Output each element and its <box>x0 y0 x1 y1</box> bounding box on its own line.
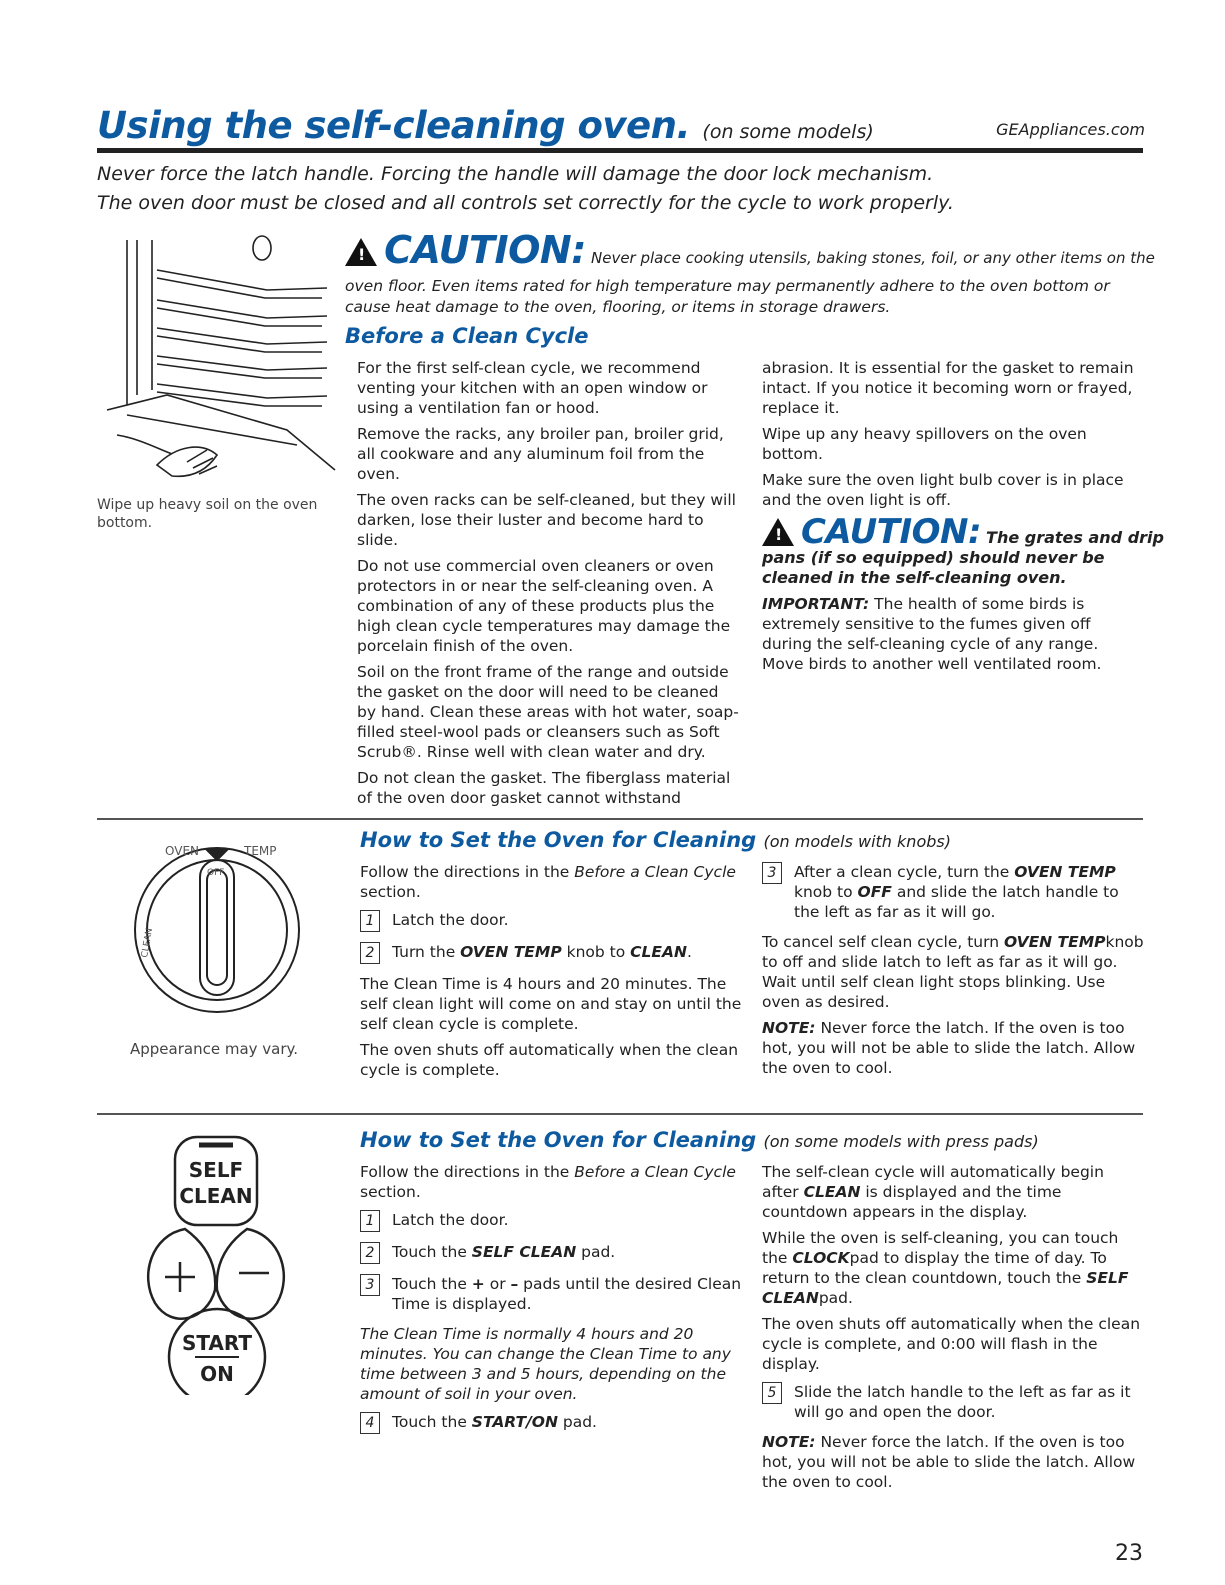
before-para: Make sure the oven light bulb cover is in place and the oven light is off. <box>762 471 1124 509</box>
step-text: Turn the OVEN TEMP knob to CLEAN. <box>392 943 692 961</box>
step-text: Latch the door. <box>392 911 509 929</box>
caution-word: CAUTION: <box>384 228 586 272</box>
knob-label-off: OFF <box>207 868 225 878</box>
before-para: Do not use commercial oven cleaners or oven protectors in or near the self-cleaning oven. A combination of any of these products plus the high clean cycle temperatures may damage the porcelain finish of the oven. <box>357 557 731 655</box>
caution-word: CAUTION: <box>800 512 982 552</box>
pads-italic-note: The Clean Time is normally 4 hours and 20 minutes. You can change the Clean Time to any time between 3 and 5 hours, depending on the amount of soil in your oven. <box>360 1325 731 1403</box>
before-para: abrasion. It is essential for the gasket to remain intact. If you notice it becoming worn or frayed, replace it. <box>762 359 1134 417</box>
caution-text: Never place cooking utensils, baking stones, foil, or any other items on the <box>591 249 1155 267</box>
pad-label-self: SELF <box>188 1158 244 1182</box>
step-2 <box>360 1242 745 1264</box>
before-para: For the first self-clean cycle, we recommend venting your kitchen with an open window or using a ventilation fan or hood. <box>357 359 708 417</box>
pads-while: While the oven is self-cleaning, you can touch the CLOCKpad to display the time of day. To return to the clean countdown, touch the SELF CLEANpad. <box>762 1229 1129 1307</box>
knob-label-temp: TEMP <box>244 844 277 858</box>
knob-caption: Appearance may vary. <box>130 1040 299 1058</box>
press-pads-illustration <box>97 1125 337 1395</box>
before-clean-heading: Before a Clean Cycle <box>345 324 589 348</box>
important-para <box>762 594 1144 674</box>
pad-label-on: ON <box>200 1362 234 1386</box>
step-number: 3 <box>360 1274 380 1296</box>
before-left-column <box>357 358 742 814</box>
caution2-text-a: The grates and drip <box>986 528 1164 547</box>
caution1-line3: cause heat damage to the oven, flooring, or items in storage drawers. <box>345 298 891 316</box>
pads-heading: How to Set the Oven for Cleaning (on some models with press pads) <box>360 1128 1039 1152</box>
website-label: GEAppliances.com <box>996 120 1145 139</box>
before-para: The oven racks can be self-cleaned, but they will darken, lose their luster and become hard to slide. <box>357 491 736 549</box>
knobs-right-column <box>762 862 1144 1084</box>
oven-bottom-illustration <box>97 230 337 485</box>
pad-label-clean: CLEAN <box>179 1184 253 1208</box>
warning-icon: ! <box>345 238 377 266</box>
caution-block-2 <box>762 512 1164 552</box>
before-right-column <box>762 358 1164 680</box>
step-number: 2 <box>360 1242 380 1264</box>
step-text: Touch the START/ON pad. <box>392 1413 597 1431</box>
pads-note: NOTE: Never force the latch. If the oven is too hot, you will not be able to slide the latch. Allow the oven to cool. <box>762 1433 1136 1491</box>
important-text: The health of some birds is extremely sensitive to the fumes given off during the self-cleaning cycle of any range. Move birds to another well ventilated room. <box>762 595 1102 673</box>
pads-heading-sub: (on some models with press pads) <box>763 1132 1039 1151</box>
step-text: Slide the latch handle to the left as far as it will go and open the door. <box>794 1383 1131 1421</box>
step-3 <box>762 862 1144 922</box>
step-text: Touch the SELF CLEAN pad. <box>392 1243 616 1261</box>
step-number: 4 <box>360 1412 380 1434</box>
before-para: Do not clean the gasket. The fiberglass material of the oven door gasket cannot withstand <box>357 769 731 807</box>
knobs-heading-sub: (on models with knobs) <box>763 832 951 851</box>
pads-begin: The self-clean cycle will automatically begin after CLEAN is displayed and the time countdown appears in the display. <box>762 1163 1104 1221</box>
knob-label-clean: CLEAN <box>140 927 156 959</box>
step-5 <box>762 1382 1144 1422</box>
knobs-left-column <box>360 862 745 1086</box>
figure1-caption: Wipe up heavy soil on the oven bottom. <box>97 497 318 531</box>
intro-line-1: Never force the latch handle. Forcing the handle will damage the door lock mechanism. <box>97 163 934 185</box>
knobs-shuts-off: The oven shuts off automatically when the clean cycle is complete. <box>360 1041 739 1079</box>
page-number: 23 <box>1115 1541 1143 1566</box>
step-2 <box>360 942 745 964</box>
step-text: Latch the door. <box>392 1211 509 1229</box>
caution-block-1 <box>345 228 1155 272</box>
step-1 <box>360 910 745 932</box>
knobs-cancel: To cancel self clean cycle, turn OVEN TEMPknob to off and slide latch to left as far as it will go. Wait until self clean light stops blinking. Use oven as desired. <box>762 933 1144 1011</box>
step-3 <box>360 1274 745 1314</box>
page-subtitle: (on some models) <box>702 121 874 143</box>
section-rule <box>97 1113 1143 1115</box>
pads-left-column <box>360 1162 745 1444</box>
plus-pad <box>148 1229 215 1319</box>
step-number: 2 <box>360 942 380 964</box>
step-number: 1 <box>360 1210 380 1232</box>
section-rule <box>97 818 1143 820</box>
knobs-clean-time: The Clean Time is 4 hours and 20 minutes. The self clean light will come on and stay on until the self clean cycle is complete. <box>360 975 742 1033</box>
intro-line-2: The oven door must be closed and all controls set correctly for the cycle to work properly. <box>97 192 954 214</box>
caution2-text-b: pans (if so equipped) should never be cleaned in the self-cleaning oven. <box>762 548 1105 587</box>
step-text: Touch the + or – pads until the desired Clean Time is displayed. <box>392 1275 742 1313</box>
before-para: Soil on the front frame of the range and outside the gasket on the door will need to be cleaned by hand. Clean these areas with hot water, soap-filled steel-wool pads or cleansers such as Soft Scrub®. Rinse well with clean water and dry. <box>357 663 739 761</box>
pad-label-start: START <box>181 1331 253 1355</box>
warning-icon: ! <box>762 518 794 546</box>
pads-shuts-off: The oven shuts off automatically when the clean cycle is complete, and 0:00 will flash in the display. <box>762 1315 1141 1373</box>
knobs-follow: Follow the directions in the Before a Clean Cycle section. <box>360 863 736 901</box>
before-para: Wipe up any heavy spillovers on the oven bottom. <box>762 425 1087 463</box>
before-para: Remove the racks, any broiler pan, broiler grid, all cookware and any aluminum foil from the oven. <box>357 425 724 483</box>
step-4 <box>360 1412 745 1434</box>
step-number: 3 <box>762 862 782 884</box>
knobs-note: NOTE: Never force the latch. If the oven is too hot, you will not be able to slide the latch. Allow the oven to cool. <box>762 1019 1136 1077</box>
important-label: IMPORTANT: <box>762 595 870 613</box>
page-title: Using the self-cleaning oven. (on some models) <box>97 104 874 147</box>
pads-follow: Follow the directions in the Before a Clean Cycle section. <box>360 1163 736 1201</box>
caution1-line2: oven floor. Even items rated for high temperature may permanently adhere to the oven bottom or <box>345 277 1110 295</box>
oven-temp-knob-illustration <box>97 830 337 1020</box>
knobs-heading: How to Set the Oven for Cleaning (on models with knobs) <box>360 828 951 852</box>
step-1 <box>360 1210 745 1232</box>
step-text: After a clean cycle, turn the OVEN TEMP knob to OFF and slide the latch handle to the left as far as it will go. <box>794 863 1119 921</box>
knob-label-oven: OVEN <box>165 844 200 858</box>
header-rule <box>97 148 1143 153</box>
step-number: 1 <box>360 910 380 932</box>
pads-right-column <box>762 1162 1144 1498</box>
step-number: 5 <box>762 1382 782 1404</box>
